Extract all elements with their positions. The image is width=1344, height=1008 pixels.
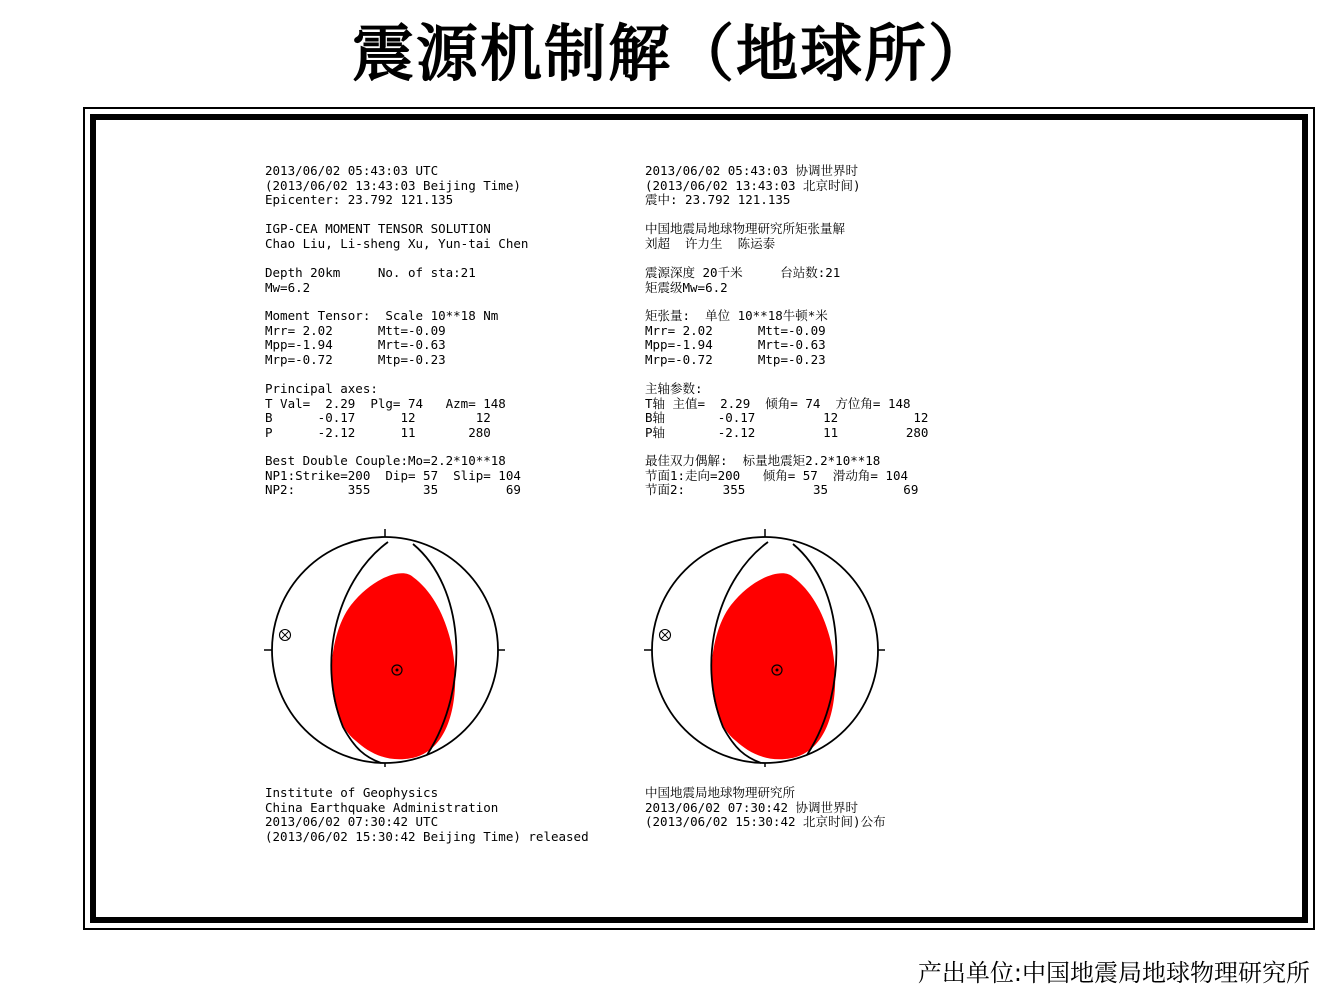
right-footer-text: 中国地震局地球物理研究所 2013/06/02 07:30:42 协调世界时 (2013/06/02 15:30:42 北京时间)公布: [645, 785, 886, 829]
left-footer-text: Institute of Geophysics China Earthquake Administration 2013/06/02 07:30:42 UTC (2013/06/02 15:30:42 Beijing Time) released: [265, 785, 589, 844]
left-double-couple-text: Best Double Couple:Mo=2.2*10**18 NP1:Strike=200 Dip= 57 Slip= 104 NP2: 355 35 69: [265, 453, 521, 497]
right-header-text: 2013/06/02 05:43:03 协调世界时 (2013/06/02 13:43:03 北京时间) 震中: 23.792 121.135: [645, 163, 861, 207]
left-moment-tensor-text: Moment Tensor: Scale 10**18 Nm Mrr= 2.02 Mtt=-0.09 Mpp=-1.94 Mrt=-0.63 Mrp=-0.72 Mtp=-0.23: [265, 308, 499, 367]
producer-credit: 产出单位:中国地震局地球物理研究所: [917, 959, 1310, 987]
right-moment-tensor-text: 矩张量: 单位 10**18牛顿*米 Mrr= 2.02 Mtt=-0.09 Mpp=-1.94 Mrt=-0.63 Mrp=-0.72 Mtp=-0.23: [645, 308, 828, 367]
beachball-left: [255, 527, 505, 767]
left-depth-text: Depth 20km No. of sta:21 Mw=6.2: [265, 265, 476, 295]
page-title: 震源机制解（地球所）: [351, 17, 992, 90]
right-solution-text: 中国地震局地球物理研究所矩张量解 刘超 许力生 陈运泰: [645, 221, 846, 251]
right-principal-axes-text: 主轴参数: T轴 主值= 2.29 倾角= 74 方位角= 148 B轴 -0.17 12 12 P轴 -2.12 11 280: [645, 381, 929, 440]
t-axis-dot: [776, 669, 779, 672]
right-double-couple-text: 最佳双力偶解: 标量地震矩2.2*10**18 节面1:走向=200 倾角= 57 滑动角= 104 节面2: 355 35 69: [645, 453, 919, 497]
beachball-right: [635, 527, 885, 767]
t-axis-dot: [396, 669, 399, 672]
left-solution-text: IGP-CEA MOMENT TENSOR SOLUTION Chao Liu, Li-sheng Xu, Yun-tai Chen: [265, 221, 529, 251]
left-principal-axes-text: Principal axes: T Val= 2.29 Plg= 74 Azm= 148 B -0.17 12 12 P -2.12 11 280: [265, 381, 506, 440]
left-header-text: 2013/06/02 05:43:03 UTC (2013/06/02 13:43:03 Beijing Time) Epicenter: 23.792 121.135: [265, 163, 521, 207]
right-depth-text: 震源深度 20千米 台站数:21 矩震级Mw=6.2: [645, 265, 841, 295]
